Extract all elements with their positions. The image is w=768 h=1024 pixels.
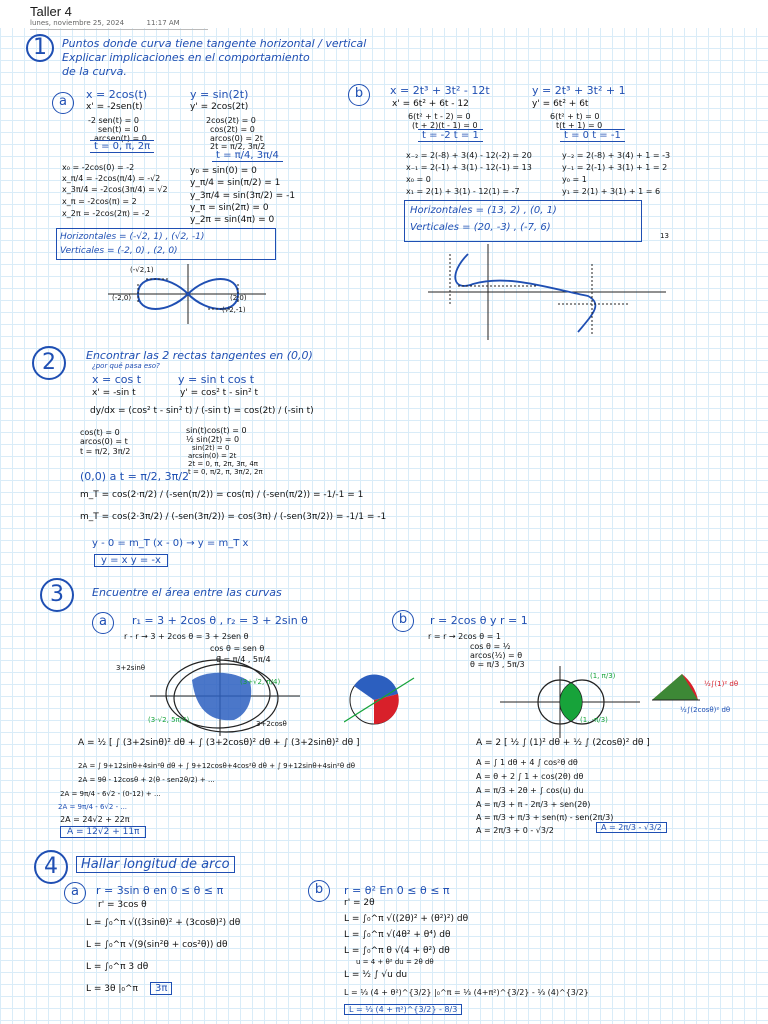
p3b-graph-label-int2: ½∫(2cosθ)² dθ xyxy=(680,706,731,714)
p1a-r-step-3: arcos(0) = 2t xyxy=(210,134,263,143)
p3b-polar-graph xyxy=(500,666,640,738)
p1b-graph-label-13: 13 xyxy=(660,232,669,240)
p3a-graph-label-sin: 3+2sinθ xyxy=(116,664,146,672)
p1b-step-2: (t + 2)(t - 1) = 0 xyxy=(412,121,478,130)
p1a-graph-label-1: (-√2,1) xyxy=(130,266,154,274)
p4b-answer: L = ⅓ (4 + π²)^{3/2} - 8/3 xyxy=(344,1004,462,1015)
p3a-line-3: 2A = 9π/4 - 6√2 - (0-12) + ... xyxy=(60,790,161,798)
p2-sin-step-6: t = 0, π/2, π, 3π/2, 2π xyxy=(188,468,263,476)
p3b-line-5: A = π/3 + π/3 + sen(π) - sen(2π/3) xyxy=(476,813,614,822)
p1a-r-step-1: 2cos(2t) = 0 xyxy=(206,116,256,125)
p1b-horizontales: Horizontales = (13, 2) , (0, 1) xyxy=(410,205,557,216)
p1b-x-1: x₁ = 2(1) + 3(1) - 12(1) = -7 xyxy=(406,187,520,196)
p3b-graph-label-int1: ½∫(1)² dθ xyxy=(704,680,739,688)
p2-slope-1: m_T = cos(2·π/2) / (-sen(π/2)) = cos(π) / (-sen(π/2)) = -1/-1 = 1 xyxy=(80,490,364,500)
p2-cos-step-3: t = π/2, 3π/2 xyxy=(80,447,131,456)
p4a-derivative: r' = 3cos θ xyxy=(98,900,147,910)
p1b-dy: y' = 6t² + 6t xyxy=(532,99,589,109)
p3b-line-4: A = π/3 + π - 2π/3 + sen(2θ) xyxy=(476,800,591,809)
problem-3-number: 3 xyxy=(40,578,74,612)
p4b-step-5: L = ⅓ (4 + θ²)^{3/2} |₀^π = ⅓ (4+π²)^{3/2} - ⅓ (4)^{3/2} xyxy=(344,988,589,997)
p4a-step-4: L = 3θ |₀^π xyxy=(86,984,138,994)
p3b-line-2: A = θ + 2 ∫ 1 + cos(2θ) dθ xyxy=(476,772,584,781)
problem-2-subtitle: ¿por qué pasa eso? xyxy=(92,362,160,370)
problem-1b-label: b xyxy=(348,84,370,106)
p1a-step-2: sen(t) = 0 xyxy=(98,125,139,134)
p3b-step-1: r = r → 2cos θ = 1 xyxy=(428,632,502,641)
p1a-graph-label-3: (2,0) xyxy=(230,294,247,302)
problem-4-number: 4 xyxy=(34,850,68,884)
p1b-t-values: t = -2 t = 1 xyxy=(418,129,483,142)
p2-answer: y = x y = -x xyxy=(94,554,168,567)
p3b-line-3: A = π/3 + 2θ + ∫ cos(u) du xyxy=(476,786,584,795)
p3b-answer: A = 2π/3 - √3/2 xyxy=(596,822,667,833)
p3b-graph-label-pt2: (1, -π/3) xyxy=(580,716,608,724)
p3a-graph-label-pt2: (3-√2, 5π/4) xyxy=(148,716,190,724)
p3a-line-5: 2A = 24√2 + 22π xyxy=(60,815,130,824)
p4b-eq: r = θ² En 0 ≤ θ ≤ π xyxy=(344,884,450,897)
p1a-y-eq: y = sin(2t) xyxy=(190,88,249,101)
p3a-eq: r₁ = 3 + 2cos θ , r₂ = 3 + 2sin θ xyxy=(132,614,308,627)
p2-slope-2: m_T = cos(2·3π/2) / (-sen(3π/2)) = cos(3π) / (-sen(3π/2)) = -1/1 = -1 xyxy=(80,512,387,522)
p1b-y-0: y₀ = 1 xyxy=(562,175,587,184)
p2-cos-step-2: arcos(0) = t xyxy=(80,437,128,446)
p1a-y-4: y_2π = sin(4π) = 0 xyxy=(190,215,275,225)
p1a-dx: x' = -2sen(t) xyxy=(86,102,143,112)
problem-2-title: Encontrar las 2 rectas tangentes en (0,0) xyxy=(86,349,313,362)
p1a-graph-label-4: (√2,-1) xyxy=(222,306,246,314)
p3a-step-3: θ = π/4 , 5π/4 xyxy=(216,655,271,664)
p1b-step-1: 6(t² + t - 2) = 0 xyxy=(408,112,471,121)
p1b-x-neg2: x₋₂ = 2(-8) + 3(4) - 12(-2) = 20 xyxy=(406,151,532,160)
p3a-wedge-graph xyxy=(344,672,424,728)
problem-3-title: Encuentre el área entre las curvas xyxy=(92,586,282,599)
problem-1a-label: a xyxy=(52,92,74,114)
p3b-line-6: A = 2π/3 + 0 - √3/2 xyxy=(476,826,554,835)
p1b-y-neg2: y₋₂ = 2(-8) + 3(4) + 1 = -3 xyxy=(562,151,671,160)
p1b-x-eq: x = 2t³ + 3t² - 12t xyxy=(390,84,490,97)
p2-sin-step-2: ½ sin(2t) = 0 xyxy=(186,435,240,444)
p2-sin-step-3: sin(2t) = 0 xyxy=(192,444,230,452)
p1b-dx: x' = 6t² + 6t - 12 xyxy=(392,99,469,109)
p2-dy: y' = cos² t - sin² t xyxy=(180,388,259,398)
p4a-step-2: L = ∫₀^π √(9(sin²θ + cos²θ)) dθ xyxy=(86,940,228,950)
p3b-step-3: arcos(½) = θ xyxy=(470,651,523,660)
p4a-step-1: L = ∫₀^π √((3sinθ)² + (3cosθ)²) dθ xyxy=(86,918,241,928)
p1a-r-step-4: 2t = π/2, 3π/2 xyxy=(210,142,266,151)
p2-x-eq: x = cos t xyxy=(92,373,142,386)
problem-4a-label: a xyxy=(64,882,86,904)
p4a-step-3: L = ∫₀^π 3 dθ xyxy=(86,962,149,972)
problem-3b-label: b xyxy=(392,610,414,632)
p1b-y-eq: y = 2t³ + 3t² + 1 xyxy=(532,84,626,97)
p1a-x-0: x₀ = -2cos(0) = -2 xyxy=(62,163,135,172)
p1b-x-0: x₀ = 0 xyxy=(406,175,431,184)
p1a-t-values-r: t = π/4, 3π/4 xyxy=(212,150,283,162)
p2-point: (0,0) a t = π/2, 3π/2 xyxy=(80,470,189,483)
p1a-y-3: y_π = sin(2π) = 0 xyxy=(190,203,269,213)
p4b-step-4: L = ½ ∫ √u du xyxy=(344,970,408,980)
p1a-verticales: Verticales = (-2, 0) , (2, 0) xyxy=(60,246,178,256)
p2-cos-step-1: cos(t) = 0 xyxy=(80,428,120,437)
p4b-step-1: L = ∫₀^π √((2θ)² + (θ²)²) dθ xyxy=(344,914,469,924)
p3b-graph-label-pt1: (1, π/3) xyxy=(590,672,616,680)
p2-y-eq: y = sin t cos t xyxy=(178,373,255,386)
p1a-t-values: t = 0, π, 2π xyxy=(90,140,154,153)
p2-tangent-line: y - 0 = m_T (x - 0) → y = m_T x xyxy=(92,538,249,549)
p1b-r-step-2: t(t + 1) = 0 xyxy=(556,121,603,130)
problem-3a-label: a xyxy=(92,612,114,634)
page-time: 11:17 AM xyxy=(146,19,180,27)
p1a-dy: y' = 2cos(2t) xyxy=(190,102,249,112)
p3a-step-1: r - r → 3 + 2cos θ = 3 + 2sen θ xyxy=(124,632,249,641)
p3a-answer: A = 12√2 + 11π xyxy=(60,826,146,838)
page-date: lunes, noviembre 25, 2024 xyxy=(30,19,125,27)
p3a-line-1: 2A = ∫ 9+12sinθ+4sin²θ dθ + ∫ 9+12cosθ+4cos²θ dθ + ∫ 9+12sinθ+4sin²θ dθ xyxy=(78,762,356,770)
p4b-derivative: r' = 2θ xyxy=(344,898,375,908)
p1a-y-0: y₀ = sin(0) = 0 xyxy=(190,166,257,176)
p1b-x-neg1: x₋₁ = 2(-1) + 3(1) - 12(-1) = 13 xyxy=(406,163,532,172)
p3a-graph-label-cos: 3+2cosθ xyxy=(256,720,287,728)
p1a-y-1: y_π/4 = sin(π/2) = 1 xyxy=(190,178,281,188)
p1b-y-1: y₁ = 2(1) + 3(1) + 1 = 6 xyxy=(562,187,661,196)
p1a-x-2: x_3π/4 = -2cos(3π/4) = √2 xyxy=(62,185,168,194)
problem-1-title-line-3: de la curva. xyxy=(62,65,127,78)
p3b-shaded-green xyxy=(560,683,582,721)
p2-derivative: dy/dx = (cos² t - sin² t) / (-sin t) = cos(2t) / (-sin t) xyxy=(90,406,314,416)
p1b-y-neg1: y₋₁ = 2(-1) + 3(1) + 1 = 2 xyxy=(562,163,668,172)
p3a-area-formula: A = ½ [ ∫ (3+2sinθ)² dθ + ∫ (3+2cosθ)² dθ + ∫ (3+2sinθ)² dθ ] xyxy=(78,738,360,748)
p4b-step-2: L = ∫₀^π √(4θ² + θ⁴) dθ xyxy=(344,930,451,940)
p4a-eq: r = 3sin θ en 0 ≤ θ ≤ π xyxy=(96,884,224,897)
p2-dx: x' = -sin t xyxy=(92,388,136,398)
p3b-eq: r = 2cos θ y r = 1 xyxy=(430,614,528,627)
p1a-step-1: -2 sen(t) = 0 xyxy=(88,116,139,125)
page-title: Taller 4 xyxy=(30,4,72,19)
problem-1-number: 1 xyxy=(26,34,54,62)
problem-4b-label: b xyxy=(308,880,330,902)
p1b-graph-curve xyxy=(455,254,595,332)
p1a-horizontales: Horizontales = (-√2, 1) , (√2, -1) xyxy=(60,232,205,242)
p4b-substitution: u = 4 + θ² du = 2θ dθ xyxy=(356,958,434,966)
p1a-y-2: y_3π/4 = sin(3π/2) = -1 xyxy=(190,191,296,201)
p1a-x-1: x_π/4 = -2cos(π/4) = -√2 xyxy=(62,174,161,183)
p1a-x-3: x_π = -2cos(π) = 2 xyxy=(62,197,137,206)
p3a-graph-label-pt1: (3+√2, π/4) xyxy=(240,678,281,686)
p4b-step-3: L = ∫₀^π θ √(4 + θ²) dθ xyxy=(344,946,450,956)
p1a-r-step-2: cos(2t) = 0 xyxy=(210,125,255,134)
p2-sin-step-4: arcsin(0) = 2t xyxy=(188,452,237,460)
p3b-line-1: A = ∫ 1 dθ + 4 ∫ cos²θ dθ xyxy=(476,758,578,767)
p3b-step-4: θ = π/3 , 5π/3 xyxy=(470,660,525,669)
p1b-curve-graph xyxy=(428,244,668,340)
problem-1-title-line-1: Puntos donde curva tiene tangente horizontal / vertical xyxy=(62,37,367,50)
p3a-line-2: 2A = 9θ - 12cosθ + 2(θ - sen2θ/2) + ... xyxy=(78,776,215,784)
p3b-step-2: cos θ = ½ xyxy=(470,642,511,651)
problem-1-title-line-2: Explicar implicaciones en el comportamiento xyxy=(62,51,310,64)
header-divider xyxy=(30,29,208,30)
p1b-verticales: Verticales = (20, -3) , (-7, 6) xyxy=(410,222,551,233)
p1a-x-eq: x = 2cos(t) xyxy=(86,88,148,101)
p3a-step-2: cos θ = sen θ xyxy=(210,644,265,653)
page-meta xyxy=(30,19,180,27)
p1a-x-4: x_2π = -2cos(2π) = -2 xyxy=(62,209,150,218)
p3a-line-4: 2A = 9π/4 - 6√2 - ... xyxy=(58,803,128,811)
p3b-wedge-graph xyxy=(652,672,700,702)
p1a-graph-label-2: (-2,0) xyxy=(112,294,132,302)
p1a-step-3: arcsen(t) = 0 xyxy=(94,134,147,143)
p1b-t-values-r: t = 0 t = -1 xyxy=(560,129,625,142)
problem-2-number: 2 xyxy=(32,346,66,380)
p3b-area-formula: A = 2 [ ½ ∫ (1)² dθ + ½ ∫ (2cosθ)² dθ ] xyxy=(476,738,650,748)
p2-sin-step-1: sin(t)cos(t) = 0 xyxy=(186,426,247,435)
p4a-answer: 3π xyxy=(150,982,172,995)
page-header xyxy=(0,0,768,28)
p1b-r-step-1: 6(t² + t) = 0 xyxy=(550,112,600,121)
p2-sin-step-5: 2t = 0, π, 2π, 3π, 4π xyxy=(188,460,258,468)
problem-4-title: Hallar longitud de arco xyxy=(76,856,235,873)
